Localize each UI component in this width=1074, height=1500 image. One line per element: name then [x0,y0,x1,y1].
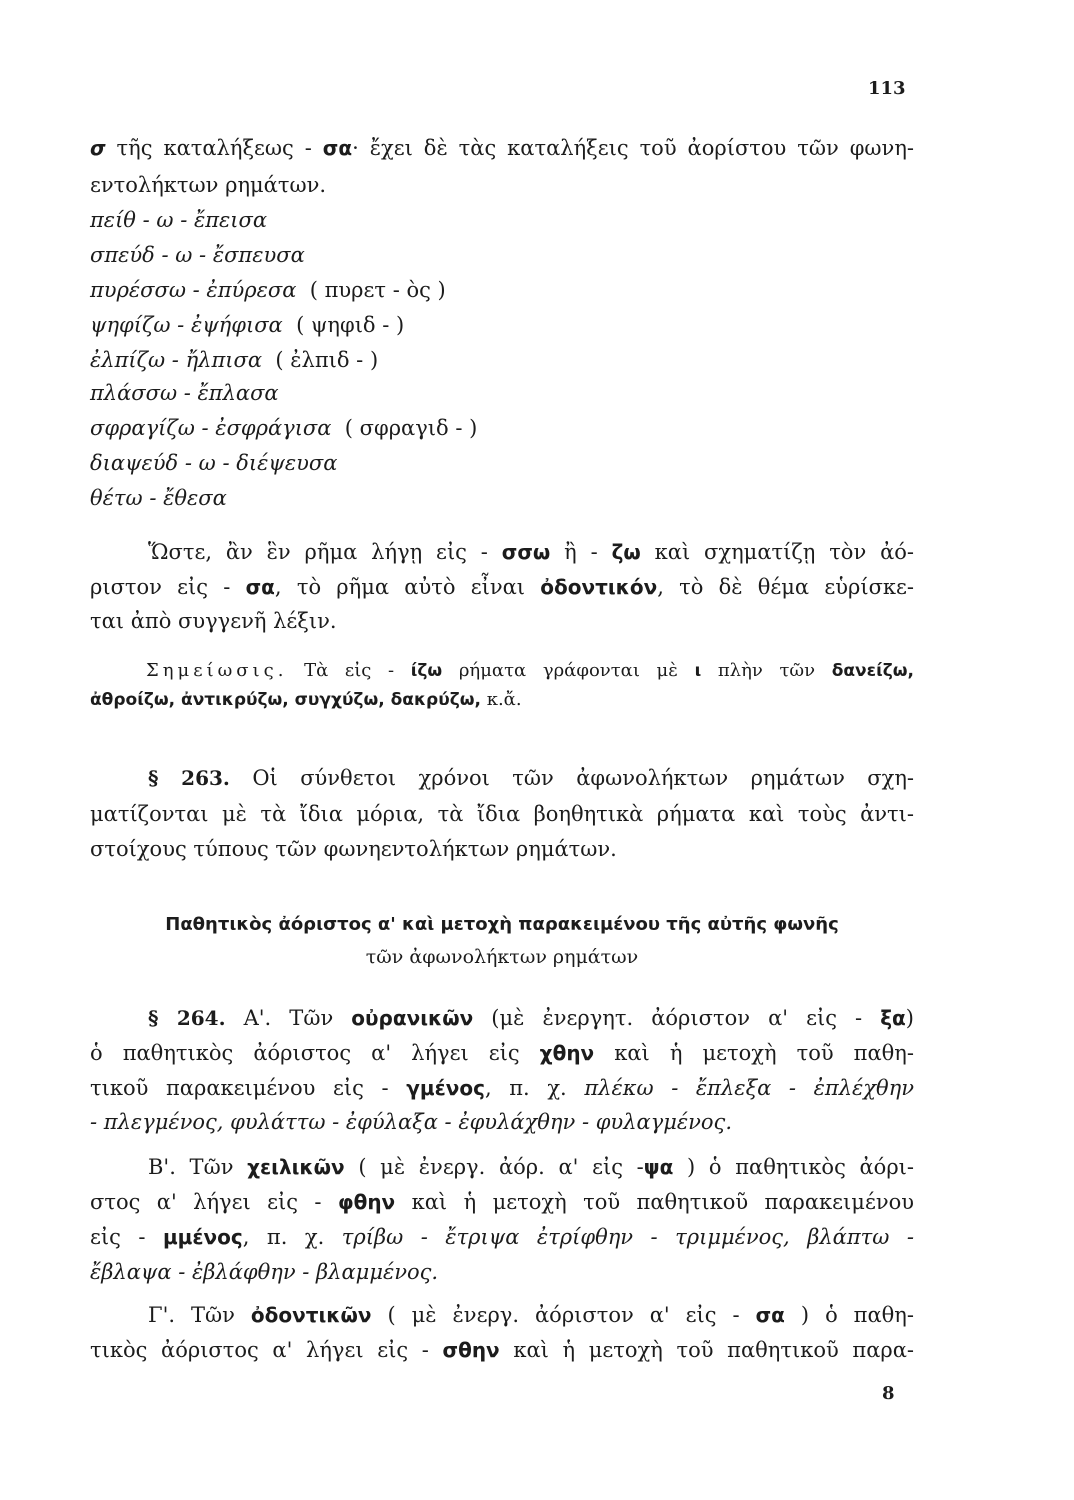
subsection-b-line: ἔβλαψα - ἐβλάφθην - βλαμμένος. [90,1260,439,1284]
note-line: ἀθροίζω, ἀντικρύζω, συγχύζω, δακρύζω, κ.ἄ. [90,689,522,710]
example-line: πλάσσω - ἔπλασα [90,381,279,405]
section-264-line: τικοῦ παρακειμένου εἰς - γμένος, π. χ. πλέκω - ἔπλεξα - ἐπλέχθην [90,1076,914,1100]
page-number: 113 [868,78,906,99]
example-line: σπεύδ - ω - ἔσπευσα [90,243,305,267]
subsection-b-line: εἰς - μμένος, π. χ. τρίβω - ἔτριψα ἐτρίφθην - τριμμένος, βλάπτω - [90,1225,914,1249]
example-line: σφραγίζω - ἐσφράγισα ( σφραγιδ - ) [90,416,478,440]
text-line: σ τῆς καταλήξεως - σα· ἔχει δὲ τὰς καταλήξεις τοῦ ἀορίστου τῶν φωνη- [90,136,914,160]
example-line: θέτω - ἔθεσα [90,486,227,510]
subsection-b-line: στος α' λήγει εἰς - φθην καὶ ἡ μετοχὴ τοῦ παθητικοῦ παρακειμένου [90,1190,914,1214]
section-263-line: στοίχους τύπους τῶν φωνηεντολήκτων ρημάτων. [90,837,617,861]
subsection-g-line: Γ'. Τῶν ὀδοντικῶν ( μὲ ἐνεργ. ἀόριστον α' εἰς - σα ) ὁ παθη- [148,1303,914,1327]
example-line: ἐλπίζω - ἤλπισα ( ἐλπιδ - ) [90,348,379,372]
text-line: ται ἀπὸ συγγενῆ λέξιν. [90,609,337,633]
section-heading: Παθητικὸς ἀόριστος α' καὶ μετοχὴ παρακειμένου τῆς αὐτῆς φωνῆς [165,914,839,935]
example-line: ψηφίζω - ἐψήφισα ( ψηφιδ - ) [90,313,405,337]
example-line: πείθ - ω - ἔπεισα [90,208,268,232]
subsection-b-line: Β'. Τῶν χειλικῶν ( μὲ ἐνεργ. ἀόρ. α' εἰς -ψα ) ὁ παθητικὸς ἀόρι- [148,1155,915,1179]
section-264-line: - πλεγμένος, φυλάττω - ἐφύλαξα - ἐφυλάχθην - φυλαγμένος. [90,1110,732,1134]
example-line: διαψεύδ - ω - διέψευσα [90,451,338,475]
footer-number: 8 [882,1383,895,1404]
subsection-g-line: τικὸς ἀόριστος α' λήγει εἰς - σθην καὶ ἡ μετοχὴ τοῦ παθητικοῦ παρα- [90,1338,914,1362]
example-line: πυρέσσω - ἐπύρεσα ( πυρετ - ὸς ) [90,278,446,302]
section-heading-sub: τῶν ἀφωνολήκτων ρημάτων [365,946,639,968]
section-263-line: § 263. Οἱ σύνθετοι χρόνοι τῶν ἀφωνολήκτων ρημάτων σχη- [148,766,914,790]
section-264-line: § 264. Α'. Τῶν οὐρανικῶν (μὲ ἐνεργητ. ἀόριστον α' εἰς - ξα) [148,1006,914,1030]
section-263-line: ματίζονται μὲ τὰ ἴδια μόρια, τὰ ἴδια βοηθητικὰ ρήματα καὶ τοὺς ἀντι- [90,802,914,826]
note-line: Σημείωσις. Τὰ εἰς - ίζω ρήματα γράφονται μὲ ι πλὴν τῶν δανείζω, [146,660,914,681]
text-line: ριστον εἰς - σα, τὸ ρῆμα αὐτὸ εἶναι ὀδοντικόν, τὸ δὲ θέμα εὑρίσκε- [90,575,914,599]
text-line: εντολήκτων ρημάτων. [90,173,327,197]
section-264-line: ὁ παθητικὸς ἀόριστος α' λήγει εἰς χθην καὶ ἡ μετοχὴ τοῦ παθη- [90,1041,914,1065]
text-line: Ὥστε, ἂν ἓν ρῆμα λήγῃ εἰς - σσω ἢ - ζω καὶ σχηματίζῃ τὸν ἀό- [148,540,914,564]
